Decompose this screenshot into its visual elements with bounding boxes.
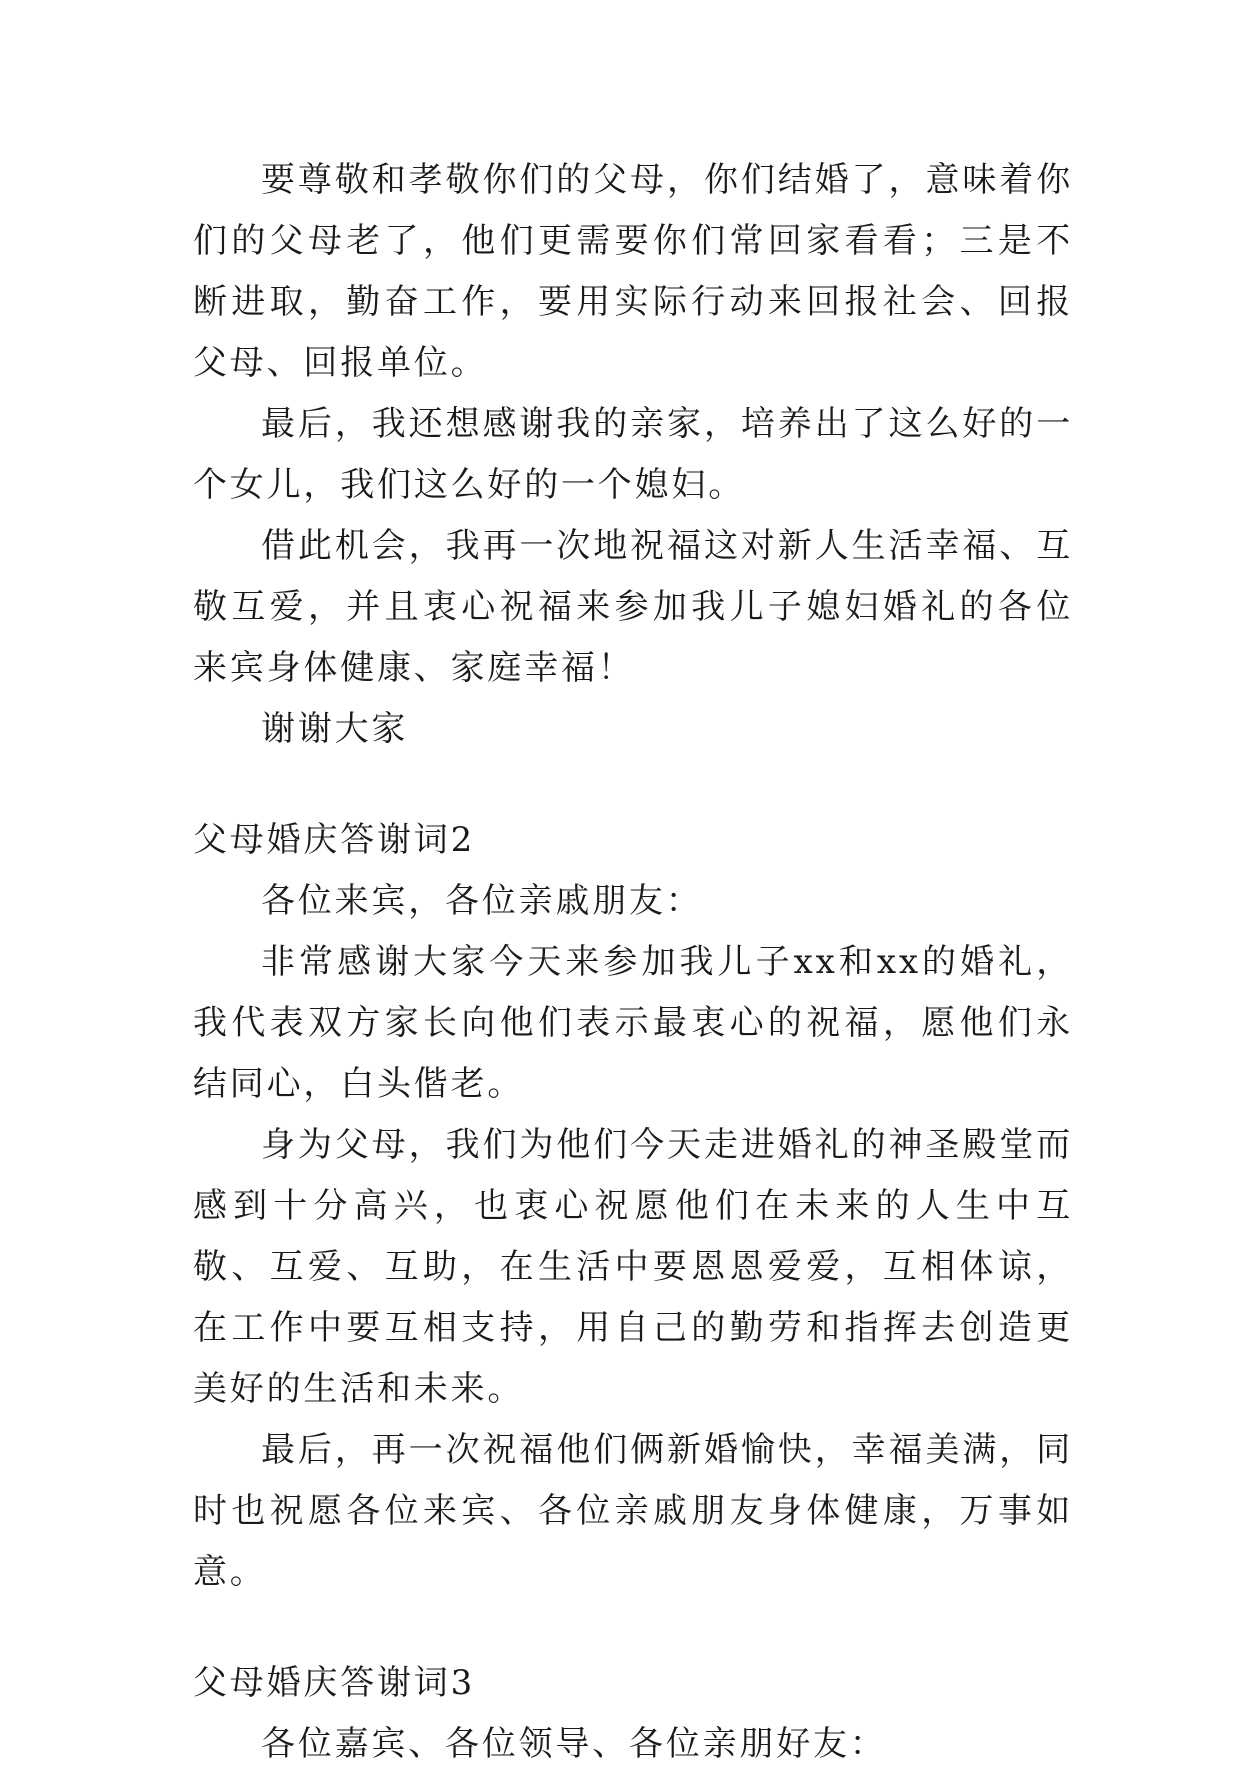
paragraph-thank-in-laws: 最后，我还想感谢我的亲家，培养出了这么好的一个女儿，我们这么好的一个媳妇。 (193, 404, 1073, 505)
paragraph-greeting-2: 各位来宾，各位亲戚朋友： (261, 881, 703, 921)
paragraph-respect-parents: 要尊敬和孝敬你们的父母，你们结婚了，意味着你们的父母老了，他们更需要你们常回家看看；三是不断进取，勤奋工作，要用实际行动来回报社会、回报父母、回报单位。 (193, 160, 1073, 383)
document-page (193, 150, 1073, 1775)
paragraph-as-parents: 身为父母，我们为他们今天走进婚礼的神圣殿堂而感到十分高兴，也衷心祝愿他们在未来的人生中互敬、互爱、互助，在生活中要恩恩爱爱，互相体谅，在工作中要互相支持，用自己的勤劳和指挥去创造更美好的生活和未来。 (193, 1125, 1073, 1409)
paragraph-greeting-3: 各位嘉宾、各位领导、各位亲朋好友： (261, 1724, 887, 1764)
paragraph-blessing: 借此机会，我再一次地祝福这对新人生活幸福、互敬互爱，并且衷心祝福来参加我儿子媳妇婚礼的各位来宾身体健康、家庭幸福！ (193, 526, 1073, 688)
section-title-2: 父母婚庆答谢词2 (193, 820, 476, 860)
paragraph-final-blessing: 最后，再一次祝福他们俩新婚愉快，幸福美满，同时也祝愿各位来宾、各位亲戚朋友身体健康，万事如意。 (193, 1430, 1073, 1592)
paragraph-thanks-attend: 非常感谢大家今天来参加我儿子xx和xx的婚礼，我代表双方家长向他们表示最衷心的祝福，愿他们永结同心，白头偕老。 (193, 942, 1073, 1104)
paragraph-thanks-all: 谢谢大家 (261, 709, 409, 749)
section-title-3: 父母婚庆答谢词3 (193, 1663, 476, 1703)
